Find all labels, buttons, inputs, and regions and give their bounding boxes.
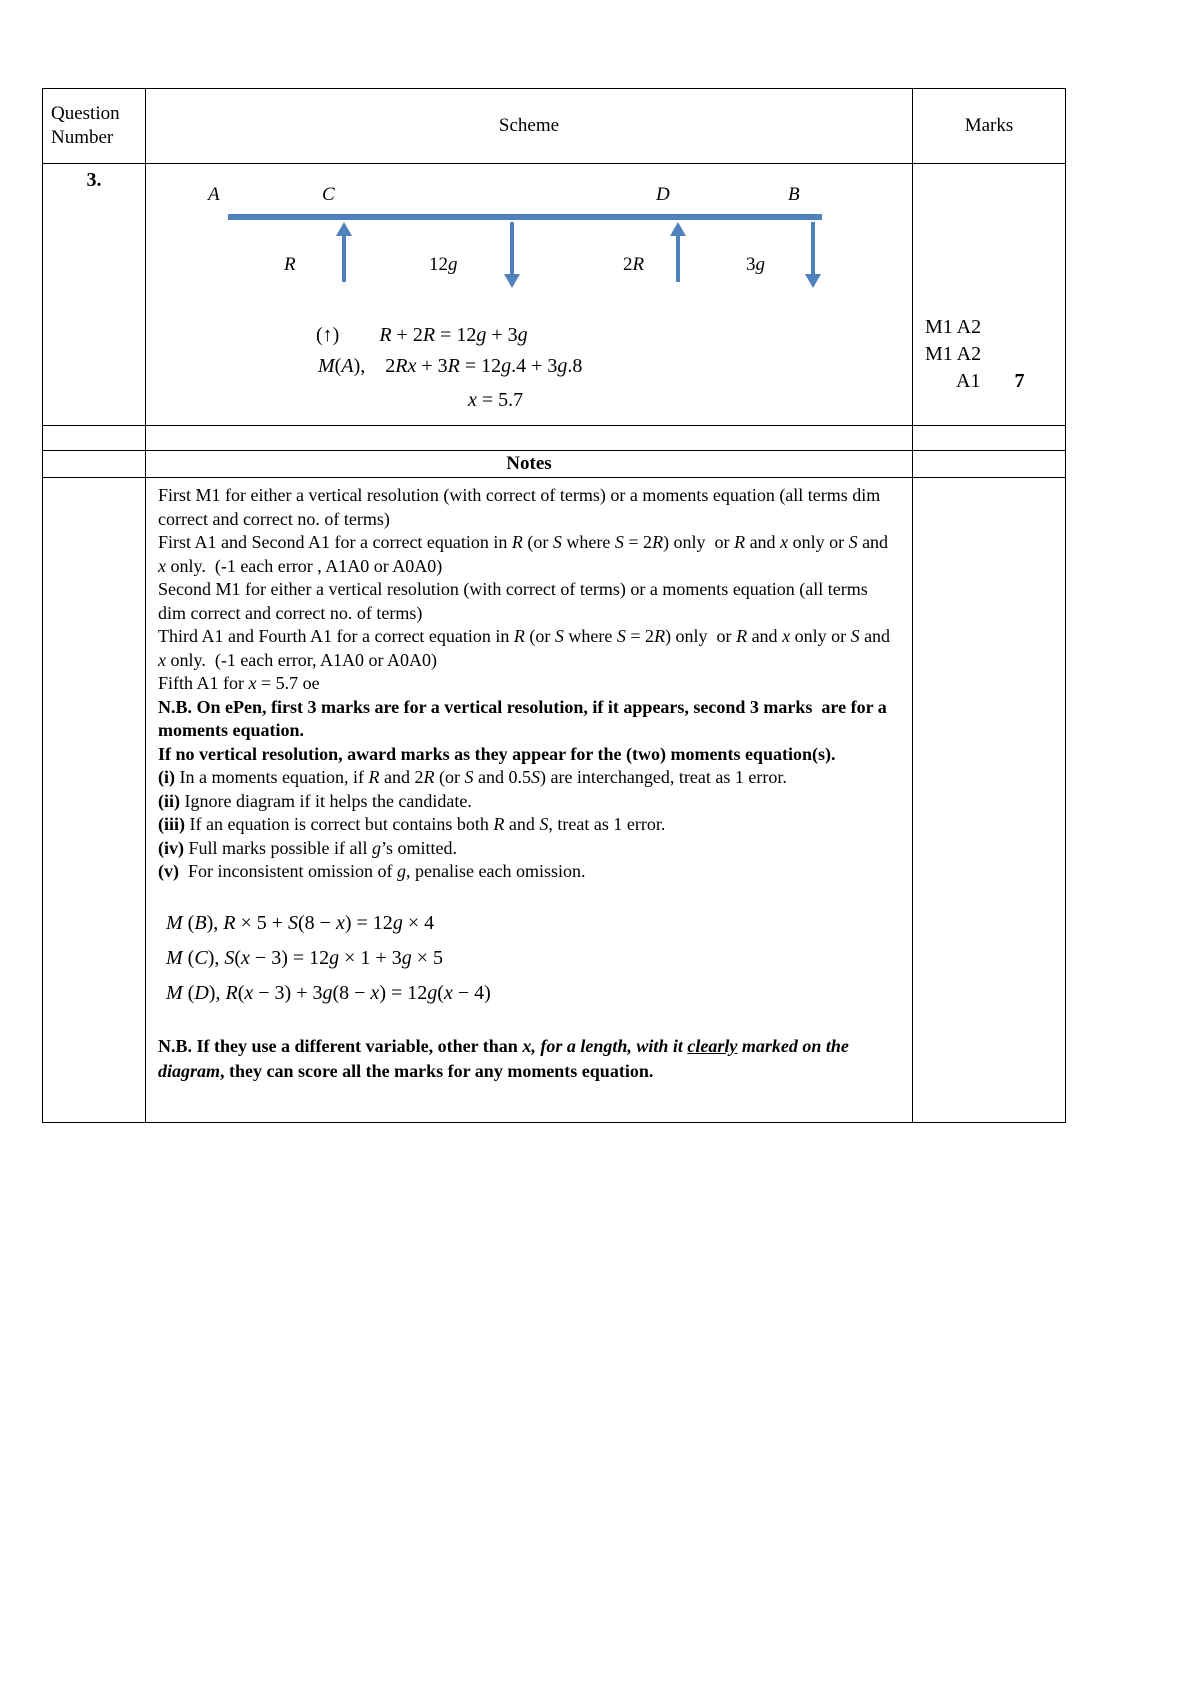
force-label-2r: 2R — [623, 254, 645, 275]
note-line-5: Fifth A1 for x = 5.7 oe — [158, 673, 320, 693]
arrow-head — [805, 274, 821, 288]
force-arrow-up-2r-icon — [670, 222, 686, 282]
note-line-3: Second M1 for either a vertical resolution (with correct of terms) or a moments equation (all terms dim correct and correct no. of terms) — [158, 579, 873, 623]
force-arrow-down-3g-icon — [805, 222, 821, 288]
note-line-8: (i) In a moments equation, if R and 2R (or S and 0.5S) are interchanged, treat as 1 error. — [158, 767, 787, 787]
beam-diagram — [146, 164, 912, 314]
marks-line-1: M1 A2 — [925, 316, 982, 338]
scheme-header: Scheme — [146, 89, 913, 164]
empty-cell — [43, 426, 146, 451]
empty-cell — [43, 478, 146, 1123]
notes-title: Notes — [506, 453, 552, 474]
marks-cell — [913, 164, 1066, 426]
equation-vertical-resolution: (↑) R + 2R = 12g + 3g — [316, 324, 528, 346]
arrow-head — [336, 222, 352, 236]
arrow-head — [670, 222, 686, 236]
equation-moments-d: M (D), R(x − 3) + 3g(8 − x) = 12g(x − 4) — [166, 981, 491, 1004]
scheme-cell — [146, 164, 913, 426]
note-line-11: (iv) Full marks possible if all g’s omitted. — [158, 837, 457, 858]
point-label-b: B — [788, 184, 800, 205]
arrow-head — [504, 274, 520, 288]
arrow-stem — [510, 222, 514, 274]
equation-moments-c: M (C), S(x − 3) = 12g × 1 + 3g × 5 — [166, 946, 443, 969]
point-label-c: C — [322, 184, 335, 205]
question-number: 3. — [43, 164, 146, 426]
notes-title-cell — [146, 451, 913, 478]
marks-line-3 — [925, 368, 1024, 395]
arrow-stem — [342, 236, 346, 282]
note-line-1: First M1 for either a vertical resolution (with correct of terms) or a moments equation (all terms dim correct and correct no. of terms) — [158, 485, 885, 529]
force-arrow-up-r-icon — [336, 222, 352, 282]
empty-cell — [146, 426, 913, 451]
force-label-3g: 3g — [746, 254, 765, 275]
note-line-2: First A1 and Second A1 for a correct equation in R (or S where S = 2R) only or R and x only or S and x only. (-1 each error , A1A0 or A0A0) — [158, 532, 893, 576]
empty-cell — [913, 478, 1066, 1123]
mark-scheme-table — [42, 88, 1066, 1123]
equation-x-result: x = 5.7 — [468, 389, 524, 411]
force-label-r: R — [284, 254, 296, 275]
empty-cell — [43, 451, 146, 478]
marks-header: Marks — [913, 89, 1066, 164]
note-line-7: If no vertical resolution, award marks as they appear for the (two) moments equation(s). — [158, 743, 836, 764]
force-label-12g: 12g — [429, 254, 458, 275]
table-header-row — [43, 89, 1066, 164]
marks-line-2: M1 A2 — [925, 343, 982, 365]
notes-body — [146, 478, 912, 1084]
empty-cell — [913, 426, 1066, 451]
notes-body-row — [43, 478, 1066, 1123]
arrow-stem — [676, 236, 680, 282]
note-line-9: (ii) Ignore diagram if it helps the candidate. — [158, 790, 472, 811]
notes-title-row — [43, 451, 1066, 478]
equation-moments-a: M(A), 2Rx + 3R = 12g.4 + 3g.8 — [318, 355, 583, 377]
equation-moments-b: M (B), R × 5 + S(8 − x) = 12g × 4 — [166, 911, 435, 934]
note-nb-final: N.B. If they use a different variable, other than x, for a length, with it clearly marked on the diagram, they can score all the marks for any moments equation. — [158, 1035, 854, 1081]
note-line-10: (iii) If an equation is correct but contains both R and S, treat as 1 error. — [158, 814, 666, 834]
marks-stack — [925, 314, 1024, 395]
question-number-header: Question Number — [43, 89, 146, 164]
beam-line — [228, 214, 822, 220]
note-line-12: (v) For inconsistent omission of g, penalise each omission. — [158, 861, 586, 881]
marks-a1: A1 — [956, 370, 981, 392]
notes-cell — [146, 478, 913, 1123]
force-arrow-down-12g-icon — [504, 222, 520, 288]
question-row — [43, 164, 1066, 426]
empty-row — [43, 426, 1066, 451]
point-label-a: A — [208, 184, 220, 205]
empty-cell — [913, 451, 1066, 478]
marks-total: 7 — [1014, 370, 1025, 392]
arrow-stem — [811, 222, 815, 274]
note-line-4: Third A1 and Fourth A1 for a correct equation in R (or S where S = 2R) only or R and x only or S and x only. (-1 each error, A1A0 or A0A0) — [158, 626, 895, 670]
note-line-6: N.B. On ePen, first 3 marks are for a vertical resolution, if it appears, second 3 marks are for a moments equation. — [158, 696, 892, 740]
point-label-d: D — [656, 184, 670, 205]
